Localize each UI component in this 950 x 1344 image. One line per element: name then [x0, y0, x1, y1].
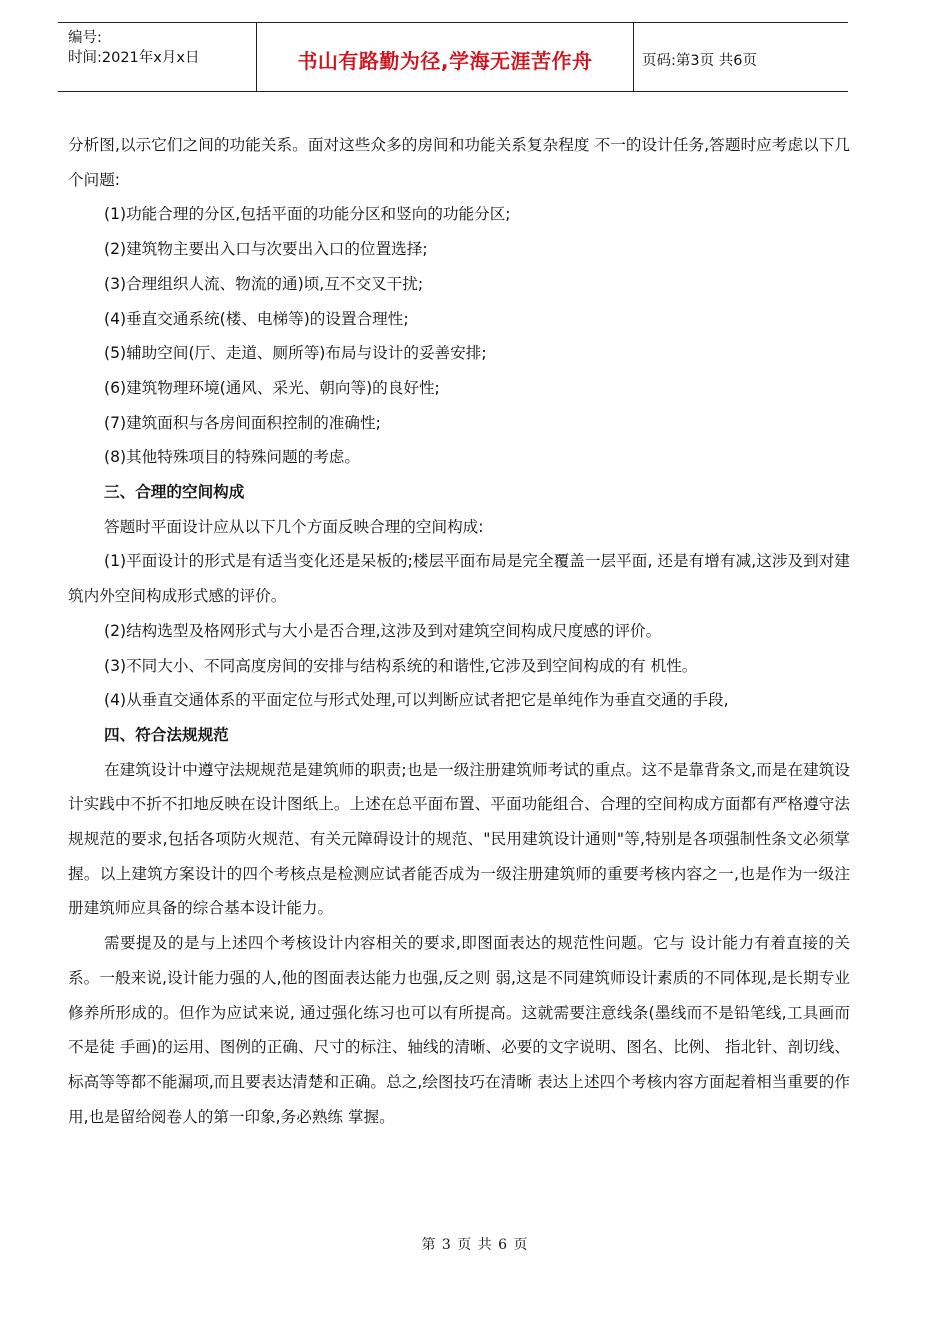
page-footer: 第 3 页 共 6 页 — [421, 1237, 529, 1253]
list-item: (3)不同大小、不同高度房间的安排与结构系统的和谐性,它涉及到空间构成的有 机性。 — [104, 656, 698, 675]
list-item: (3)合理组织人流、物流的通)顷,互不交叉干扰; — [104, 274, 424, 293]
header-page-number: 页码:第3页 共6页 — [642, 53, 757, 69]
header-motto-cell — [257, 23, 634, 91]
list-item: (5)辅助空间(厅、走道、厕所等)布局与设计的妥善安排; — [104, 344, 487, 363]
document-number-label: 编号: — [68, 30, 102, 46]
section-heading-3: 三、合理的空间构成 — [104, 483, 245, 502]
document-time-label: 时间:2021年x月x日 — [68, 50, 200, 66]
body-paragraph: 需要提及的是与上述四个考核设计内容相关的要求,即图面表达的规范性问题。它与 设计能力有着直接的关系。一般来说,设计能力强的人,他的图面表达能力也强,反之则 弱,这是不同建筑师设计素质的不同体现,是长期专业修养所形成的。但作为应试来说, 通过强化练习也可以有所提高。这就需要注意线条(墨线而不是铅笔线,工具画而不是徒 手画)的运用、图例的正确、尺寸的标注、轴线的清晰、必要的文字说明、图名、比例、 指北针、剖切线、标高等等都不能漏项,而且要表达清楚和正确。总之,绘图技巧在清晰 表达上述四个考核内容方面起着相当重要的作用,也是留给阅卷人的第一印象,务必熟练 掌握。 — [68, 934, 850, 1126]
section-heading-4: 四、符合法规规范 — [104, 725, 229, 744]
header-page-cell — [634, 23, 848, 91]
section-3-intro: 答题时平面设计应从以下几个方面反映合理的空间构成: — [104, 517, 484, 536]
list-item: (2)建筑物主要出入口与次要出入口的位置选择; — [104, 240, 428, 259]
list-item: (8)其他特殊项目的特殊问题的考虑。 — [104, 448, 360, 467]
header-motto: 书山有路勤为径,学海无涯苦作舟 — [297, 49, 593, 73]
list-item: (1)平面设计的形式是有适当变化还是呆板的;楼层平面布局是完全覆盖一层平面, 还是有增有减,这涉及到对建筑内外空间构成形式感的评价。 — [68, 552, 850, 606]
intro-paragraph: 分析图,以示它们之间的功能关系。面对这些众多的房间和功能关系复杂程度 不一的设计任务,答题时应考虑以下几个问题: — [68, 136, 850, 189]
page-header — [58, 22, 848, 92]
body-paragraph: 在建筑设计中遵守法规规范是建筑师的职责;也是一级注册建筑师考试的重点。这不是靠背条文,而是在建筑设计实践中不折不扣地反映在设计图纸上。上述在总平面布置、平面功能组合、合理的空间构成方面都有严格遵守法规规范的要求,包括各项防火规范、有关元障碍设计的规范、"民用建筑设计通则"等,特别是各项强制性条文必须掌握。以上建筑方案设计的四个考核点是检测应试者能否成为一级注册建筑师的重要考核内容之一,也是作为一级注册建筑师应具备的综合基本设计能力。 — [68, 760, 850, 918]
list-item: (7)建筑面积与各房间面积控制的准确性; — [104, 413, 381, 432]
header-meta-cell — [58, 23, 257, 91]
list-item: (4)从垂直交通体系的平面定位与形式处理,可以判断应试者把它是单纯作为垂直交通的手段, — [104, 691, 729, 710]
document-body — [68, 128, 850, 1134]
list-item: (1)功能合理的分区,包括平面的功能分区和竖向的功能分区; — [104, 205, 511, 224]
list-item: (6)建筑物理环境(通风、采光、朝向等)的良好性; — [104, 378, 440, 397]
list-item: (2)结构选型及格网形式与大小是否合理,这涉及到对建筑空间构成尺度感的评价。 — [104, 621, 662, 640]
list-item: (4)垂直交通系统(楼、电梯等)的设置合理性; — [104, 309, 409, 328]
